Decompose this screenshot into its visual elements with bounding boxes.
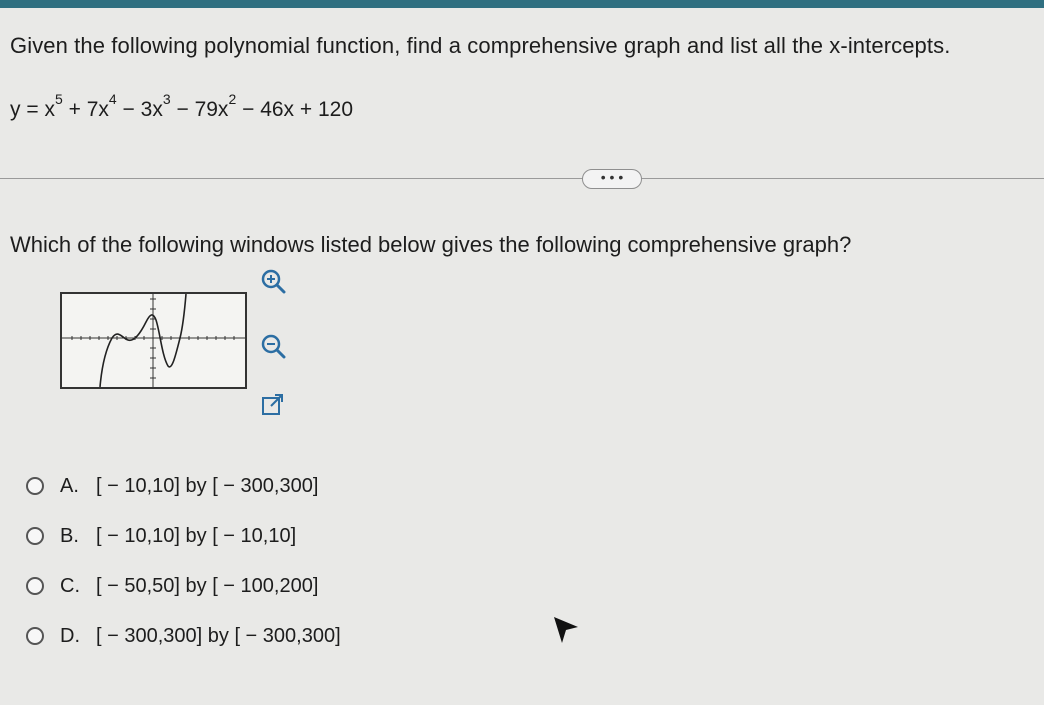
zoom-out-icon[interactable] xyxy=(260,333,286,359)
option-text: [ − 300,300] by [ − 300,300] xyxy=(96,625,341,647)
question-text: Given the following polynomial function, find a comprehensive graph and list all the x-intercepts. xyxy=(10,33,951,58)
radio-button[interactable] xyxy=(26,477,44,495)
external-link-icon[interactable] xyxy=(260,392,286,418)
zoom-in-icon[interactable] xyxy=(260,268,286,294)
graph-thumbnail[interactable] xyxy=(60,292,247,389)
polynomial-equation: $y = x^5 + 7x^4 - 3x^3 - 79x^2 - 46x + 120$ xyxy=(10,91,354,121)
option-letter: B. xyxy=(60,525,79,547)
polynomial-graph xyxy=(62,294,245,387)
top-accent-bar xyxy=(0,0,1044,8)
option-text: [ − 10,10] by [ − 300,300] xyxy=(96,475,319,497)
expand-more-button[interactable]: • • • xyxy=(582,169,642,189)
option-text: [ − 50,50] by [ − 100,200] xyxy=(96,575,319,597)
option-text: [ − 10,10] by [ − 10,10] xyxy=(96,525,297,547)
section-divider xyxy=(0,178,1044,179)
option-letter: D. xyxy=(60,625,80,647)
option-letter: A. xyxy=(60,475,79,497)
mouse-pointer-icon xyxy=(552,615,582,650)
option-letter: C. xyxy=(60,575,80,597)
radio-button[interactable] xyxy=(26,527,44,545)
sub-question-text: Which of the following windows listed below gives the following comprehensive graph? xyxy=(10,232,852,257)
radio-button[interactable] xyxy=(26,577,44,595)
polynomial-curve xyxy=(100,294,186,387)
radio-button[interactable] xyxy=(26,627,44,645)
